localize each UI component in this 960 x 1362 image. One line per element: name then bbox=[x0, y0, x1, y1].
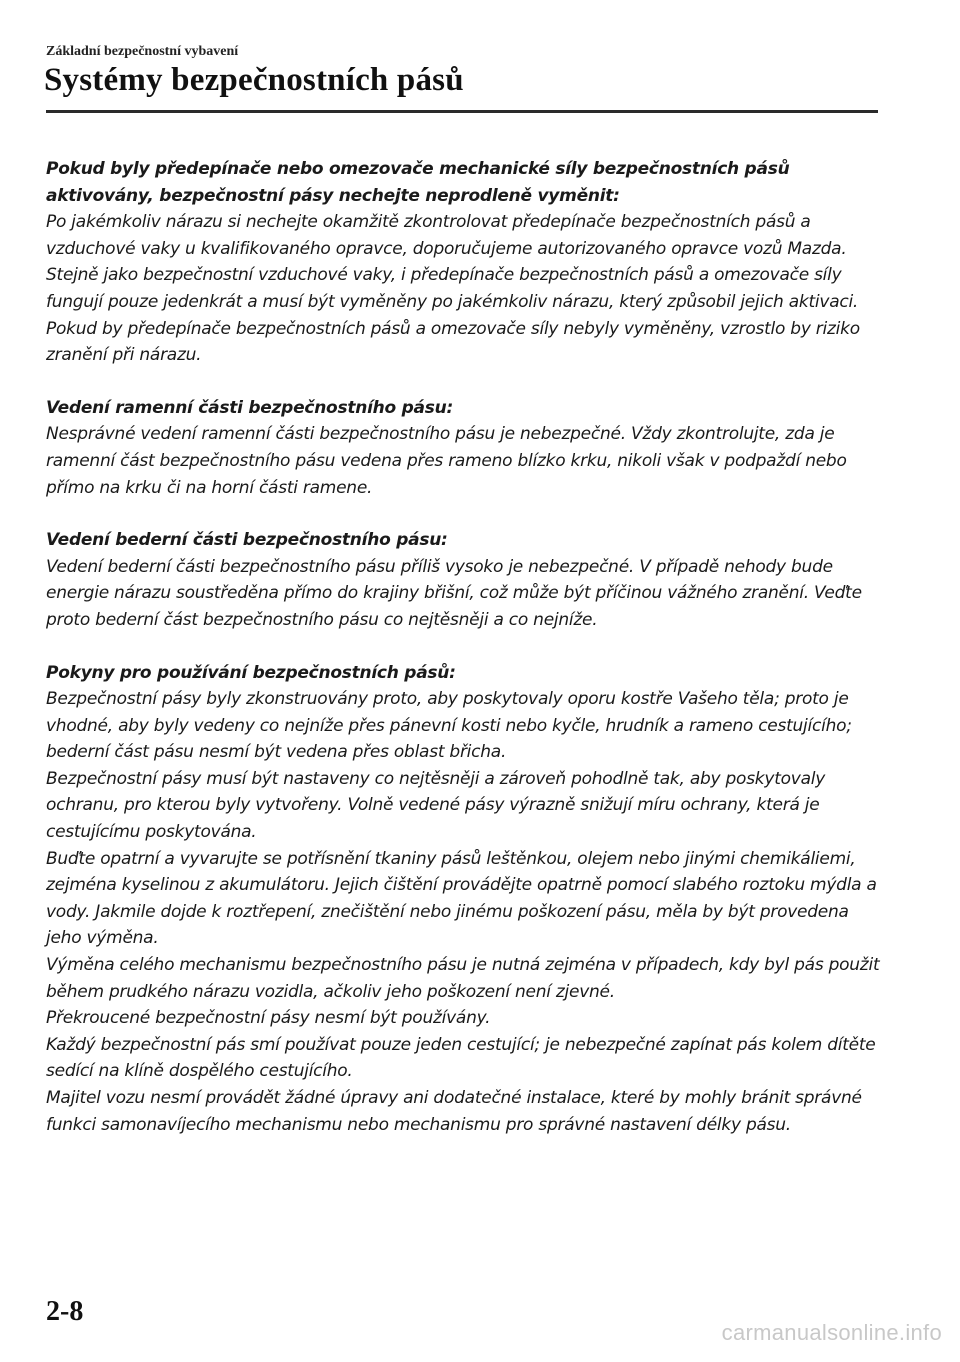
section-seat-belt-usage bbox=[46, 660, 886, 1139]
section-heading: Vedení ramenní části bezpečnostního pásu: bbox=[46, 397, 454, 418]
paragraph: Překroucené bezpečnostní pásy nesmí být používány. bbox=[46, 1008, 491, 1029]
paragraph: Majitel vozu nesmí provádět žádné úpravy ani dodatečné instalace, které by mohly bránit správné funkci samonavíjecího mechanismu nebo mechanismu pro správné nastavení délky pásu. bbox=[46, 1088, 862, 1135]
paragraph: Po jakémkoliv nárazu si nechejte okamžitě zkontrolovat předepínače bezpečnostních pásů a vzduchové vaky u kvalifikovaného opravce, doporučujeme autorizovaného opravce vozů Mazda. Stejně jako bezpečnostní vzduchové vaky, i předepínače bezpečnostních pásů a omezovače síly fungují pouze jedenkrát a musí být vyměněny po jakémkoliv nárazu, který způsobil jejich aktivaci. Pokud by předepínače bezpečnostních pásů a omezovače síly nebyly vyměněny, vzrostlo by riziko zranění při nárazu. bbox=[46, 212, 860, 366]
manual-content bbox=[46, 156, 886, 1164]
section-pretensioner-replacement bbox=[46, 156, 886, 369]
paragraph: Bezpečnostní pásy byly zkonstruovány proto, aby poskytovaly oporu kostře Vašeho těla; proto je vhodné, aby byly vedeny co nejníže přes pánevní kosti nebo kyčle, hrudník a rameno cestujícího; bederní část pásu nesmí být vedena přes oblast břicha. bbox=[46, 689, 852, 763]
paragraph: Nesprávné vedení ramenní části bezpečnostního pásu je nebezpečné. Vždy zkontrolujte, zda je ramenní část bezpečnostního pásu vedena přes rameno blízko krku, nikoli však v podpaždí nebo přímo na krku či na horní části ramene. bbox=[46, 424, 847, 498]
page-title: Systémy bezpečnostních pásů bbox=[44, 62, 464, 98]
page-number: 2-8 bbox=[46, 1296, 84, 1327]
section-heading: Vedení bederní části bezpečnostního pásu: bbox=[46, 530, 448, 551]
header-divider bbox=[46, 110, 878, 113]
paragraph: Vedení bederní části bezpečnostního pásu příliš vysoko je nebezpečné. V případě nehody bude energie nárazu soustředěna přímo do krajiny břišní, což může být příčinou vážného zranění. Veďte proto bederní část bezpečnostního pásu co nejtěsněji a co nejníže. bbox=[46, 556, 862, 630]
section-lap-belt-routing bbox=[46, 527, 886, 633]
chapter-title: Základní bezpečnostní vybavení bbox=[46, 44, 239, 59]
paragraph: Buďte opatrní a vyvarujte se potřísnění tkaniny pásů leštěnkou, olejem nebo jinými chemikáliemi, zejména kyselinou z akumulátoru. Jejich čištění provádějte opatrně pomocí slabého roztoku mýdla a vody. Jakmile dojde k roztřepení, znečištění nebo jinému poškození pásu, měla by být provedena jeho výměna. bbox=[46, 848, 877, 949]
paragraph: Každý bezpečnostní pás smí používat pouze jeden cestující; je nebezpečné zapínat pás kolem dítěte sedící na klíně dospělého cestujícího. bbox=[46, 1034, 876, 1082]
section-shoulder-belt-routing bbox=[46, 395, 886, 501]
paragraph: Výměna celého mechanismu bezpečnostního pásu je nutná zejména v případech, kdy byl pás použit během prudkého nárazu vozidla, ačkoliv jeho poškození není zjevné. bbox=[46, 955, 880, 1002]
section-heading: Pokyny pro používání bezpečnostních pásů: bbox=[46, 662, 456, 683]
section-heading: Pokud byly předepínače nebo omezovače mechanické síly bezpečnostních pásů aktivovány, bezpečnostní pásy nechejte neprodleně vyměnit: bbox=[46, 159, 790, 206]
watermark-text: carmanualsonline.info bbox=[721, 1320, 942, 1345]
paragraph: Bezpečnostní pásy musí být nastaveny co nejtěsněji a zároveň pohodlně tak, aby poskytovaly ochranu, pro kterou byly vytvořeny. Volně vedené pásy výrazně snižují míru ochrany, která je cestujícímu poskytována. bbox=[46, 768, 826, 843]
